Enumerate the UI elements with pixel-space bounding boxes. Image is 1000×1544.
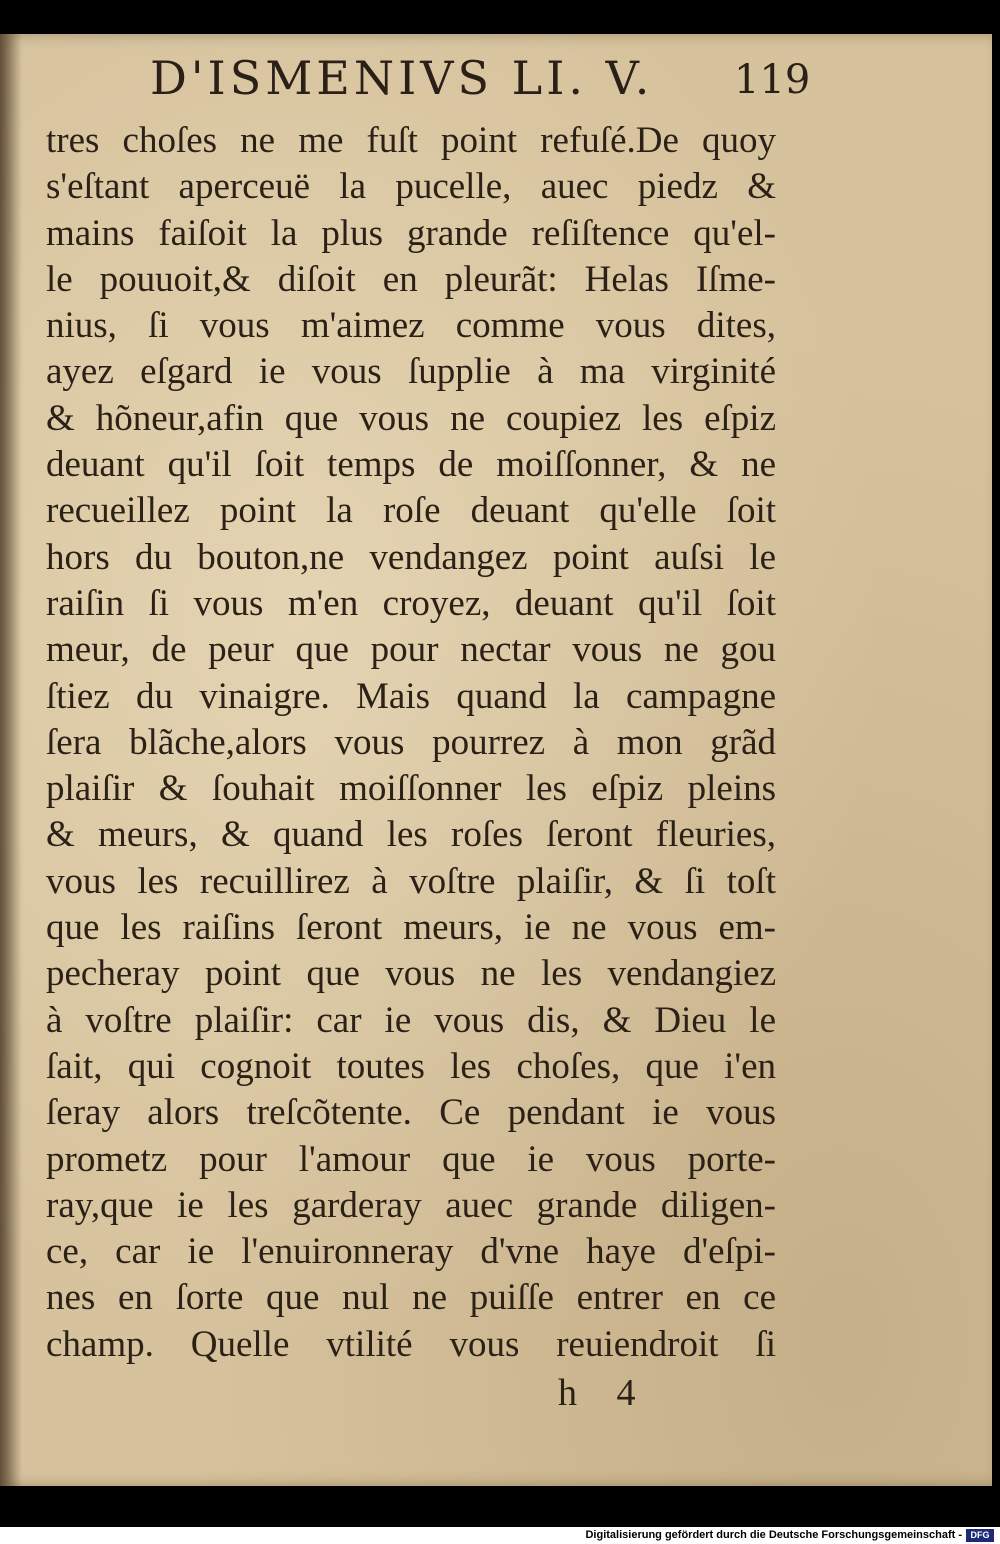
text-line: recueillez point la roſe deuant qu'elle ſoit bbox=[46, 490, 776, 532]
gutter-shadow bbox=[0, 34, 22, 1486]
text-line: ſtiez du vinaigre. Mais quand la campagne bbox=[46, 675, 776, 717]
text-line: vous les recuillirez à voſtre plaiſir, & ſi toſt bbox=[46, 860, 776, 902]
signature-mark: h 4 bbox=[558, 1372, 636, 1414]
page-number: 119 bbox=[734, 57, 811, 103]
text-line: le pouuoit,& diſoit en pleurãt: Helas Iſme- bbox=[46, 258, 776, 300]
text-line: que les raiſins ſeront meurs, ie ne vous em- bbox=[46, 907, 776, 949]
text-line: prometz pour l'amour que ie vous porte- bbox=[46, 1138, 776, 1180]
funding-credit: Digitalisierung gefördert durch die Deutsche Forschungsgemeinschaft - bbox=[585, 1529, 962, 1541]
text-line: plaiſir & ſouhait moiſſonner les eſpiz pleins bbox=[46, 768, 776, 810]
text-line: ſeray alors treſcõtente. Ce pendant ie vous bbox=[46, 1092, 776, 1134]
text-body bbox=[46, 118, 776, 1368]
text-line: hors du bouton,ne vendangez point auſsi le bbox=[46, 536, 776, 578]
text-line: pecheray point que vous ne les vendangiez bbox=[46, 953, 776, 995]
text-line: deuant qu'il ſoit temps de moiſſonner, & ne bbox=[46, 444, 776, 486]
text-line: ray,que ie les garderay auec grande diligen- bbox=[46, 1184, 776, 1226]
running-head: D'ISMENIVS LI. V. bbox=[150, 51, 654, 105]
text-line: & meurs, & quand les roſes ſeront fleuries, bbox=[46, 814, 776, 856]
text-line: nes en ſorte que nul ne puiſſe entrer en ce bbox=[46, 1277, 776, 1319]
dfg-logo: DFG bbox=[966, 1529, 994, 1542]
text-line: mains faiſoit la plus grande reſiſtence qu'el- bbox=[46, 212, 776, 254]
text-line: ce, car ie l'enuironneray d'vne haye d'eſpi- bbox=[46, 1231, 776, 1273]
text-line: nius, ſi vous m'aimez comme vous dites, bbox=[46, 305, 776, 347]
text-line: ſera blãche,alors vous pourrez à mon grãd bbox=[46, 721, 776, 763]
text-line: & hõneur,afin que vous ne coupiez les eſpiz bbox=[46, 397, 776, 439]
text-line: ſait, qui cognoit toutes les choſes, que i'en bbox=[46, 1045, 776, 1087]
text-line: s'eſtant aperceuë la pucelle, auec piedz & bbox=[46, 166, 776, 208]
text-line: à voſtre plaiſir: car ie vous dis, & Dieu le bbox=[46, 999, 776, 1041]
text-line: champ. Quelle vtilité vous reuiendroit ſi bbox=[46, 1323, 776, 1365]
text-line: meur, de peur que pour nectar vous ne gou bbox=[46, 629, 776, 671]
text-line: raiſin ſi vous m'en croyez, deuant qu'il ſoit bbox=[46, 582, 776, 624]
text-line: ayez eſgard ie vous ſupplie à ma virginité bbox=[46, 351, 776, 393]
text-line: tres choſes ne me fuſt point refuſé.De quoy bbox=[46, 120, 776, 161]
